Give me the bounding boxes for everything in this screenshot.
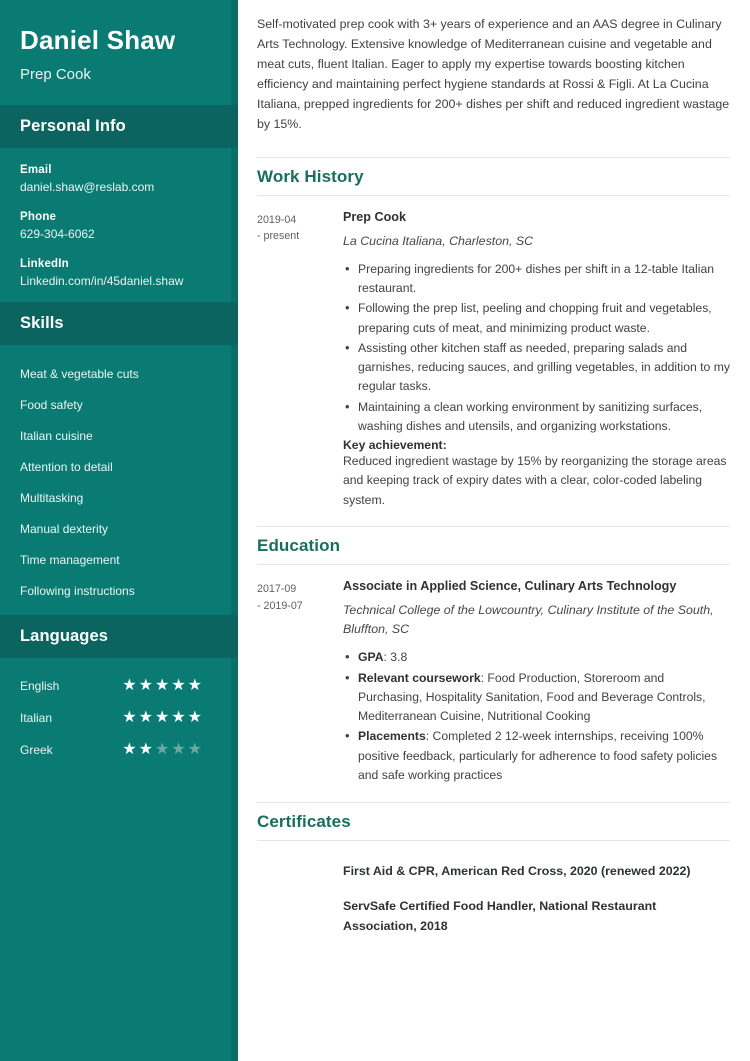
star-filled-icon: ★: [122, 676, 137, 694]
skill-item: Italian cuisine: [20, 429, 93, 444]
sidebar-header: [0, 0, 238, 105]
certificate-text: ServSafe Certified Food Handler, National Restaurant Association, 2018: [343, 899, 657, 933]
language-rating-stars: [122, 742, 202, 758]
work-history-header: [257, 157, 730, 196]
certificates-section: [257, 802, 730, 936]
work-entry-organization: La Cucina Italiana, Charleston, SC: [343, 233, 534, 248]
certificate-text: First Aid & CPR, American Red Cross, 2020 (renewed 2022): [343, 864, 691, 879]
education-bullet-label: Relevant coursework: [358, 670, 481, 685]
skill-item: Attention to detail: [20, 460, 113, 475]
star-filled-icon: ★: [171, 676, 186, 694]
work-bullet: • Maintaining a clean working environment by sanitizing surfaces, washing dishes and utensils, and organizing workstations.: [343, 398, 730, 437]
personal-info-heading: Personal Info: [20, 116, 126, 135]
education-bullet-text: : Completed 2 12-week internships, receiving 100% positive feedback, particularly for adherence to food safety policies and safe working practices: [358, 729, 718, 782]
star-empty-icon: ★: [154, 740, 170, 758]
languages-section-header: [0, 615, 238, 658]
personal-info-section-header: [0, 105, 238, 148]
certificates-list: [257, 855, 730, 936]
education-bullet-text: : 3.8: [383, 650, 408, 665]
work-entry-body: [343, 210, 730, 510]
skills-list: [0, 345, 238, 615]
certificate-date-spacer: [257, 862, 343, 881]
contact-label: LinkedIn: [20, 257, 69, 270]
education-bullet: [343, 648, 730, 667]
contact-value-email[interactable]: daniel.shaw@reslab.com: [20, 179, 155, 194]
certificate-entry: [257, 897, 730, 935]
work-bullet: • Following the prep list, peeling and chopping fruit and vegetables, preparing cuts of meat, and minimizing product waste.: [343, 299, 730, 338]
work-bullet: • Assisting other kitchen staff as needed, preparing salads and garnishes, reducing sauces, and grilling vegetables, in addition to my regular tasks.: [343, 339, 730, 397]
skill-item: Meat & vegetable cuts: [20, 367, 139, 382]
certificates-heading: Certificates: [257, 812, 351, 832]
education-entry-body: [343, 579, 730, 786]
star-filled-icon: ★: [122, 708, 137, 726]
education-bullet-text: : Food Production, Storeroom and Purchasing, Hospitality Sanitation, Food and Beverage Controls, Mediterranean Cuisine, Nutritional Cooking: [358, 670, 706, 724]
contact-item-phone: [20, 211, 218, 241]
main-content: [238, 0, 750, 1061]
certificate-date-spacer: [257, 897, 343, 935]
contact-label: Phone: [20, 210, 57, 223]
languages-heading: Languages: [20, 626, 109, 645]
work-entry-date-end: - present: [257, 230, 300, 243]
education-entry: [257, 579, 730, 786]
work-entry-bullets: [343, 260, 730, 436]
work-entry-role: Prep Cook: [343, 209, 406, 224]
star-filled-icon: ★: [122, 740, 137, 758]
education-header: [257, 526, 730, 565]
education-entry-date-start: 2017-09: [257, 582, 297, 595]
work-history-heading: Work History: [257, 166, 364, 186]
star-filled-icon: ★: [138, 708, 153, 726]
skill-item: Multitasking: [20, 491, 84, 506]
language-name: Italian: [20, 710, 53, 725]
education-bullets: [343, 648, 730, 785]
language-name: English: [20, 678, 60, 693]
star-filled-icon: ★: [138, 740, 153, 758]
language-row: [20, 702, 218, 734]
sidebar: [0, 0, 238, 1061]
education-heading: Education: [257, 535, 341, 555]
education-bullet: [343, 727, 730, 785]
professional-summary: Self-motivated prep cook with 3+ years of experience and an AAS degree in Culinary Arts Technology. Extensive knowledge of Mediterranean cuisine and vegetable and meat cuts, fluent Italian. Eager to apply my expertise towards boosting kitchen efficiency and maintaining perfect hygiene standards at Rossi & Figli. At La Cucina Italiana, prepped ingredients for 200+ dishes per shift and reduced ingredient wastage by 15%.: [257, 17, 730, 132]
education-entry-date-end: - 2019-07: [257, 599, 303, 612]
skills-heading: Skills: [20, 313, 64, 332]
education-degree: Associate in Applied Science, Culinary Arts Technology: [343, 578, 677, 593]
star-filled-icon: ★: [138, 676, 153, 694]
education-bullet-label: Placements: [358, 729, 426, 744]
skill-item: Manual dexterity: [20, 522, 109, 537]
education-bullet-label: GPA: [358, 650, 384, 665]
education-entry-dates: [257, 579, 343, 786]
personal-info-list: [0, 148, 238, 302]
key-achievement-label: Key achievement:: [343, 438, 447, 453]
education-bullet: [343, 669, 730, 727]
work-entry-dates: [257, 210, 343, 510]
language-name: Greek: [20, 742, 53, 757]
contact-label: Email: [20, 163, 52, 176]
skill-item: Following instructions: [20, 584, 135, 599]
skills-section-header: [0, 302, 238, 345]
star-filled-icon: ★: [187, 708, 202, 726]
language-rating-stars: [122, 678, 202, 694]
contact-value-linkedin[interactable]: Linkedin.com/in/45daniel.shaw: [20, 273, 184, 288]
contact-item-email: [20, 164, 218, 194]
work-entry-date-start: 2019-04: [257, 213, 297, 226]
star-filled-icon: ★: [187, 676, 202, 694]
work-history-section: [257, 157, 730, 510]
certificate-entry: [257, 862, 730, 881]
skill-item: Time management: [20, 553, 120, 568]
education-section: [257, 526, 730, 786]
contact-item-linkedin: [20, 258, 218, 288]
work-bullet: • Preparing ingredients for 200+ dishes per shift in a 12-table Italian restaurant.: [343, 260, 730, 299]
language-row: [20, 734, 218, 766]
star-filled-icon: ★: [154, 708, 170, 726]
star-filled-icon: ★: [154, 676, 170, 694]
star-empty-icon: ★: [187, 740, 202, 758]
languages-list: [0, 658, 238, 772]
language-rating-stars: [122, 710, 202, 726]
skill-item: Food safety: [20, 398, 83, 413]
certificates-header: [257, 802, 730, 841]
education-school: Technical College of the Lowcountry, Culinary Institute of the South, Bluffton, SC: [343, 602, 714, 637]
work-history-entry: [257, 210, 730, 510]
star-empty-icon: ★: [171, 740, 186, 758]
contact-value-phone[interactable]: 629-304-6062: [20, 226, 95, 241]
star-filled-icon: ★: [171, 708, 186, 726]
key-achievement-text: Reduced ingredient wastage by 15% by reorganizing the storage areas and keeping track of expiry dates with a clear, color-coded labeling system.: [343, 454, 727, 507]
language-row: [20, 670, 218, 702]
candidate-name: Daniel Shaw: [20, 25, 176, 55]
candidate-job-title: Prep Cook: [20, 65, 91, 83]
